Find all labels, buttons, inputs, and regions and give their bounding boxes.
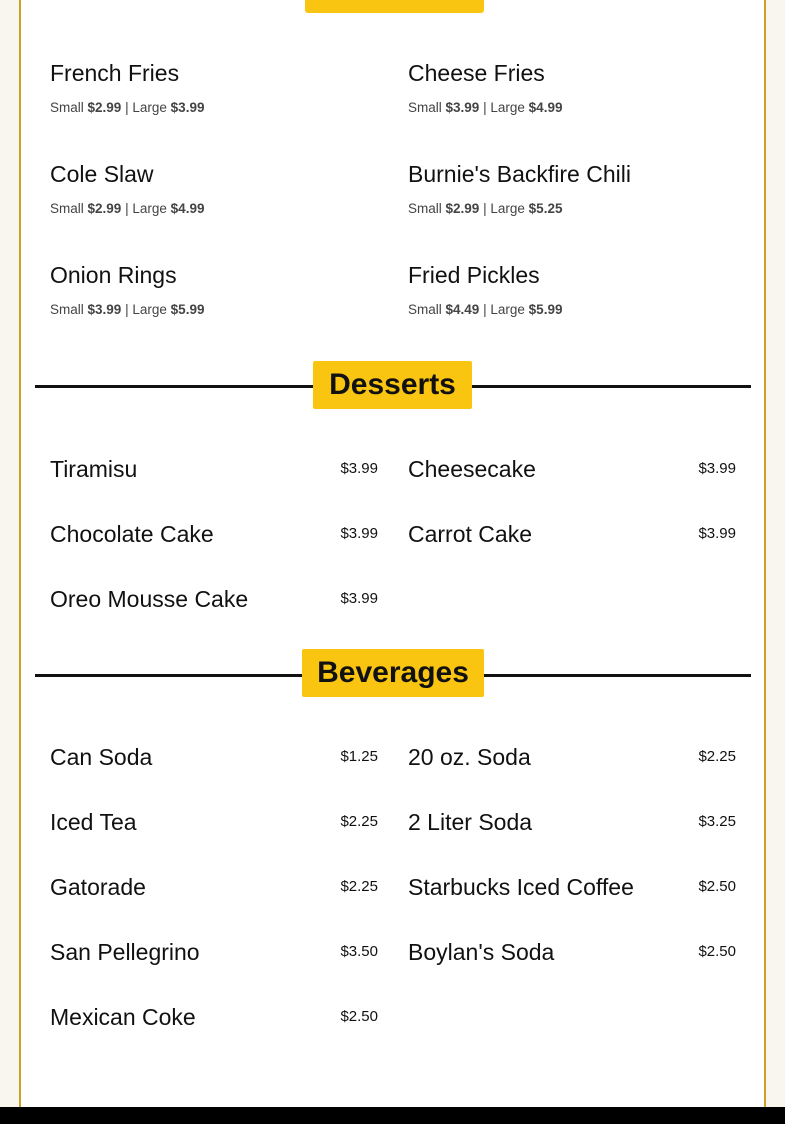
- menu-item: [50, 1003, 196, 1031]
- large-price: $4.99: [170, 201, 205, 216]
- item-price: $3.99: [698, 460, 736, 477]
- size-label: Small: [50, 100, 84, 115]
- menu-item: [50, 938, 200, 966]
- item-price: $2.50: [698, 943, 736, 960]
- item-name: Can Soda: [50, 744, 153, 770]
- section-header-tab: [305, 0, 484, 13]
- small-price: $2.99: [87, 100, 122, 115]
- menu-item: [50, 743, 152, 771]
- separator: |: [483, 100, 487, 115]
- item-price: $1.25: [340, 748, 378, 765]
- menu-item: [50, 520, 214, 548]
- item-name: Tiramisu: [50, 456, 138, 482]
- item-name: Cole Slaw: [50, 161, 154, 187]
- item-price: $3.99: [340, 525, 378, 542]
- item-name: Cheese Fries: [408, 60, 545, 86]
- separator: |: [125, 100, 129, 115]
- large-price: $4.99: [528, 100, 563, 115]
- menu-item: [50, 808, 137, 836]
- size-label: Small: [50, 302, 84, 317]
- item-price: $3.99: [698, 525, 736, 542]
- small-price: $2.99: [87, 201, 122, 216]
- size-label: Large: [490, 100, 525, 115]
- large-price: $3.99: [170, 100, 205, 115]
- size-label: Large: [132, 100, 167, 115]
- item-price: $3.99: [340, 460, 378, 477]
- menu-item: [50, 455, 137, 483]
- large-price: $5.25: [528, 201, 563, 216]
- size-prices: [408, 200, 631, 218]
- small-price: $4.49: [445, 302, 480, 317]
- size-label: Small: [50, 201, 84, 216]
- menu-item: [408, 59, 562, 117]
- item-name: Carrot Cake: [408, 521, 532, 547]
- item-price: $2.50: [340, 1008, 378, 1025]
- item-name: French Fries: [50, 60, 180, 86]
- menu-item: [50, 59, 204, 117]
- item-name: Fried Pickles: [408, 262, 540, 288]
- size-label: Small: [408, 302, 442, 317]
- menu-item: [408, 261, 562, 319]
- large-price: $5.99: [528, 302, 563, 317]
- small-price: $2.99: [445, 201, 480, 216]
- menu-item: [408, 743, 531, 771]
- separator: |: [483, 302, 487, 317]
- item-name: Starbucks Iced Coffee: [408, 874, 634, 900]
- item-price: $3.50: [340, 943, 378, 960]
- size-label: Large: [490, 302, 525, 317]
- separator: |: [125, 302, 129, 317]
- item-name: 20 oz. Soda: [408, 744, 531, 770]
- item-name: Boylan's Soda: [408, 939, 555, 965]
- item-name: Chocolate Cake: [50, 521, 214, 547]
- size-label: Small: [408, 100, 442, 115]
- item-price: $3.25: [698, 813, 736, 830]
- menu-item: [408, 160, 631, 218]
- menu-item: [408, 520, 532, 548]
- size-prices: [408, 99, 562, 117]
- item-price: $2.25: [698, 748, 736, 765]
- item-name: Gatorade: [50, 874, 146, 900]
- small-price: $3.99: [445, 100, 480, 115]
- size-label: Large: [132, 201, 167, 216]
- item-name: Oreo Mousse Cake: [50, 586, 249, 612]
- menu-item: [50, 261, 204, 319]
- item-price: $3.99: [340, 590, 378, 607]
- section-title-desserts: Desserts: [313, 361, 472, 409]
- size-prices: [50, 301, 204, 319]
- separator: |: [125, 201, 129, 216]
- menu-item: [408, 455, 536, 483]
- item-name: 2 Liter Soda: [408, 809, 533, 835]
- large-price: $5.99: [170, 302, 205, 317]
- footer-bar: [0, 1107, 785, 1124]
- item-name: Mexican Coke: [50, 1004, 196, 1030]
- size-prices: [408, 301, 562, 319]
- item-price: $2.25: [340, 878, 378, 895]
- size-label: Large: [132, 302, 167, 317]
- menu-item: [50, 585, 248, 613]
- section-title-beverages: Beverages: [302, 649, 484, 697]
- size-prices: [50, 99, 204, 117]
- menu-item: [408, 938, 554, 966]
- menu-item: [50, 873, 146, 901]
- item-name: Cheesecake: [408, 456, 536, 482]
- size-prices: [50, 200, 204, 218]
- item-name: Burnie's Backfire Chili: [408, 161, 631, 187]
- item-name: Iced Tea: [50, 809, 137, 835]
- small-price: $3.99: [87, 302, 122, 317]
- item-name: Onion Rings: [50, 262, 177, 288]
- separator: |: [483, 201, 487, 216]
- size-label: Large: [490, 201, 525, 216]
- menu-item: [408, 808, 532, 836]
- item-price: $2.25: [340, 813, 378, 830]
- menu-item: [50, 160, 204, 218]
- menu-item: [408, 873, 634, 901]
- item-price: $2.50: [698, 878, 736, 895]
- size-label: Small: [408, 201, 442, 216]
- item-name: San Pellegrino: [50, 939, 200, 965]
